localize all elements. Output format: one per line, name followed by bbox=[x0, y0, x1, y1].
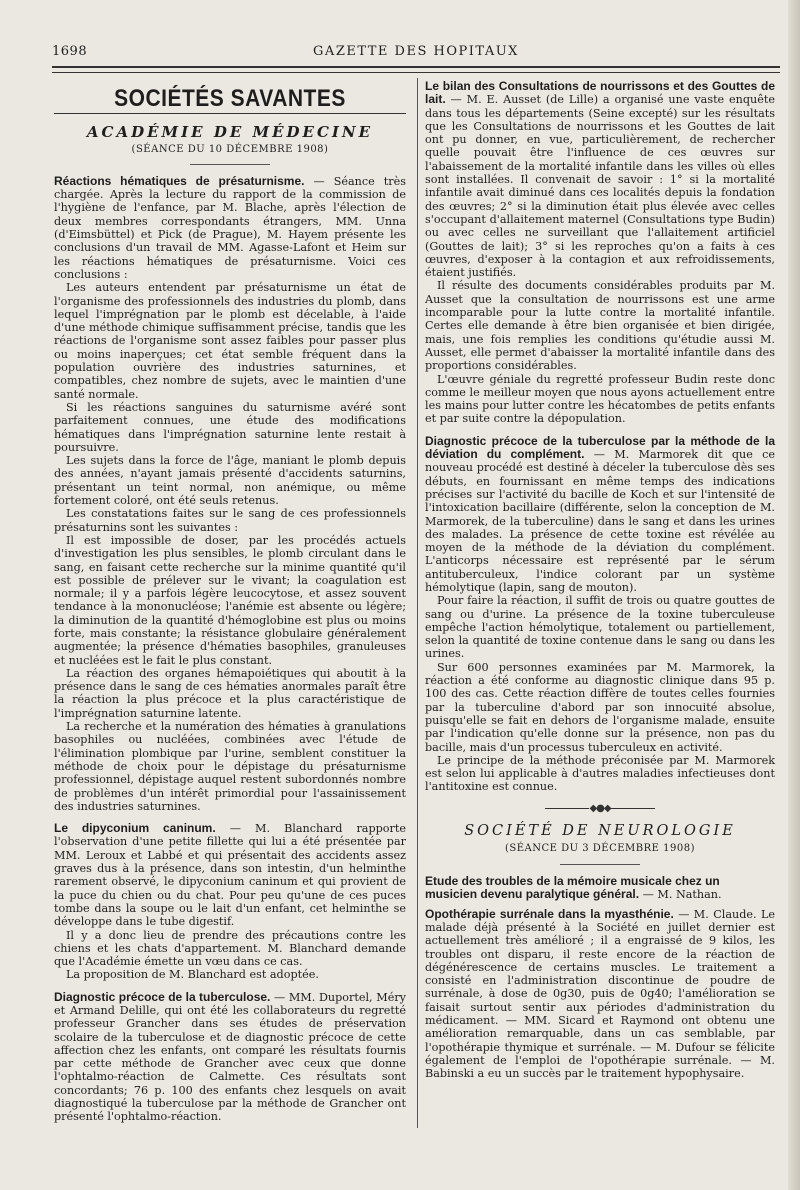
page-header bbox=[52, 44, 780, 64]
left-column bbox=[54, 80, 406, 1124]
article-diagnostic-precoce: Diagnostic précoce de la tuberculose. — MM. Duportel, Méry et Armand Delille, qui ont été les collaborateurs du regretté professeur Grancher dans ses études de préservation scolaire de la tuberculose et de diagnostic précoce de cette affection chez les enfants, ont comparé les résultats fournis par cette méthode de Grancher avec ceux que donne l'ophtalmo-réaction de Calmette. Ces résultats sont concordants; 76 p. 100 des enfants chez lesquels on avait diagnostiqué la tuberculose par la méthode de Grancher ont présenté l'ophtalmo-réaction. bbox=[54, 989, 406, 1124]
paragraph: Il résulte des documents considérables produits par M. Ausset que la consultation de nourrissons est une arme incomparable pour la lutte contre la mortalité infantile. Certes elle demande à être bien organisée et bien dirigée, mais, une fois remplies les conditions qu'étudie aussi M. Ausset, elle permet d'abaisser la mortalité infantile dans des proportions considérables. bbox=[425, 279, 775, 373]
header-rule-thin bbox=[52, 72, 780, 73]
article-opotherapie: Opothérapie surrénale dans la myasthénie. — M. Claude. Le malade déjà présenté à la Société en juillet dernier est actuellement très amélioré ; il a engraissé de 9 kilos, les troubles ont disparu, il reste encore de la réaction de dégénérescence de certains muscles. Le traitement a consisté en l'administration discontinue de poudre de surrénale, à dose de 0g30, puis de 0g40; l'amélioration se faisait surtout sentir aux périodes d'administration du médicament. — MM. Sicard et Raymond ont obtenu une amélioration remarquable, dans un cas semblable, par l'opothérapie thymique et surrénale. — M. Dufour se félicite également de l'emploi de l'opothérapie surrénale. — M. Babinski a eu un succès par le traitement hypophysaire. bbox=[425, 906, 775, 1081]
page-number: 1698 bbox=[52, 44, 88, 59]
article-title: Réactions hématiques de présaturnisme. bbox=[54, 173, 305, 188]
paragraph: Il y a donc lieu de prendre des précautions contre les chiens et les chats d'appartement. M. Blanchard demande que l'Académie émette un vœu dans ce cas. bbox=[54, 928, 406, 969]
academy-heading: ACADÉMIE DE MÉDECINE bbox=[86, 123, 374, 142]
paragraph: Pour faire la réaction, il suffit de trois ou quatre gouttes de sang ou d'urine. La présence de la toxine tuberculeuse empêche l'action hémolytique, totalement ou partiellement, selon la quantité de toxine contenue dans le sang ou dans les urines. bbox=[425, 594, 775, 661]
header-rule bbox=[52, 66, 780, 68]
section-rule bbox=[54, 113, 406, 114]
paragraph: Il est impossible de doser, par les procédés actuels d'investigation les plus sensibles, le plomb circulant dans le sang, en faisant cette recherche sur la minime quantité qu'il est possible de prélever sur le vivant; la coagulation est normale; il y a parfois légère leucocytose, et assez souvent tendance à la mononucléose; l'anémie est absente ou légère; la diminution de la quantité d'hémoglobine est plus ou moins forte, mais constante; la résistance globulaire généralement augmentée; la présence d'hématies basophiles, granuleuses et nucléées est le fait le plus constant. bbox=[54, 533, 406, 667]
seance-date: (SÉANCE DU 10 DÉCEMBRE 1908) bbox=[131, 143, 329, 155]
article-title: Le dipyconium caninum. bbox=[54, 821, 216, 836]
article-title: Diagnostic précoce de la tuberculose. bbox=[54, 989, 271, 1004]
section-title: SOCIÉTÉS SAVANTES bbox=[114, 85, 346, 112]
article-memoire-musicale: Etude des troubles de la mémoire musicale chez un musicien devenu paralytique général. — M. Nathan. bbox=[425, 873, 722, 902]
journal-title: GAZETTE DES HOPITAUX bbox=[313, 44, 519, 59]
article-reactions-hematiques: Réactions hématiques de présaturnisme. — Séance très chargée. Après la lecture du rapport de la commission de l'hygiène de l'enfance, par M. Blache, après l'élection de deux membres correspondants étrangers, MM. Unna (d'Eimsbüttel) et Pick (de Prague), M. Hayem présente les conclusions d'un travail de MM. Agasse-Lafont et Heim sur les réactions hématiques de présaturnisme. Voici ces conclusions : bbox=[54, 173, 406, 281]
article-title: Diagnostic précoce de la tuberculose par la méthode de la déviation du complément. bbox=[425, 433, 775, 462]
seance-date: (SÉANCE DU 3 DÉCEMBRE 1908) bbox=[504, 843, 696, 855]
article-title: Etude des troubles de la mémoire musicale chez un musicien devenu paralytique général. bbox=[425, 873, 720, 902]
paragraph: La recherche et la numération des hématies à granulations basophiles ou nucléées, combinées avec l'étude de l'élimination plombique par l'urine, semblent constituer la méthode de choix pour le dépistage du présaturnisme professionnel, dépistage auquel restent subordonnés nombre de problèmes d'un intérêt primordial pour l'assainissement des industries saturnines. bbox=[54, 720, 406, 813]
ornament-divider: ◆●◆ bbox=[425, 802, 775, 815]
paragraph: La proposition de M. Blanchard est adoptée. bbox=[66, 968, 319, 982]
article-deviation-complement: Diagnostic précoce de la tuberculose par la méthode de la déviation du complément. — M. Marmorek dit que ce nouveau procédé est destiné à déceler la tuberculose dès ses débuts, en fournissant en même temps des indications précises sur l'activité du bacille de Koch et sur l'intensité de l'intoxication bacillaire (différente, selon la conception de M. Marmorek, de la tuberculine) dans le sang et dans les urines des malades. La présence de cette toxine est révélée au moyen de la méthode de la déviation du complément. L'anticorps nécessaire est représenté par le sérum antituberculeux, l'indice colorant par un système hémolytique (lapin, sang de mouton). bbox=[425, 433, 775, 594]
society-heading: SOCIÉTÉ DE NEUROLOGIE bbox=[464, 823, 736, 840]
short-rule bbox=[560, 864, 640, 865]
article-dipyconium: Le dipyconium caninum. — M. Blanchard rapporte l'observation d'une petite fillette qui lui a été présentée par MM. Leroux et Labbé et qui présentait des accidents assez graves dus à la présence, dans son intestin, d'un helminthe rarement observé, le dipyconium caninum et qui provient de la puce du chien ou du chat. Pour peu qu'une de ces puces tombe dans la soupe ou le lait d'un enfant, cet helminthe se développe dans le tube digestif. bbox=[54, 821, 407, 929]
article-title: Le bilan des Consultations de nourrissons et des Gouttes de lait. bbox=[425, 79, 775, 107]
paragraph: Le principe de la méthode préconisée par M. Marmorek est selon lui applicable à d'autres maladies infectieuses dont l'antitoxine est connue. bbox=[425, 753, 775, 794]
paragraph: Les sujets dans la force de l'âge, maniant le plomb depuis des années, n'ayant jamais présenté d'accidents saturnins, présentant un teint normal, non anémique, ou même fortement coloré, ont été seuls retenus. bbox=[54, 454, 406, 508]
paragraph: La réaction des organes hémapoiétiques qui aboutit à la présence dans le sang de ces hématies anormales paraît être la réaction la plus précoce et la plus caractéristique de l'imprégnation saturnine latente. bbox=[54, 666, 406, 720]
right-column bbox=[425, 80, 775, 1080]
page-edge bbox=[788, 0, 800, 1190]
article-title: Opothérapie surrénale dans la myasthénie. bbox=[425, 906, 674, 921]
article-bilan-consultations: Le bilan des Consultations de nourrissons et des Gouttes de lait. — M. E. Ausset (de Lille) a organisé une vaste enquête dans tous les départements (Seine excepté) sur les résultats que les Consultations de nourrissons et les Gouttes de lait ont pu donner, en vue, particulièrement, de rechercher quelle pouvait être l'influence de ces œuvres sur l'abaissement de la mortalité infantile dans les villes où elles sont installées. Il convenait de savoir : 1° si la mortalité infantile avait diminué dans ces localités depuis la fondation des œuvres; 2° si la diminution était plus élevée avec celles s'occupant d'allaitement maternel (Consultations type Budin) ou avec celles ne surveillant que l'allaitement artificiel (Gouttes de lait); 3° si les reproches qu'on a faits à ces œuvres, d'exposer à la contagion et aux refroidissements, étaient justifiés. bbox=[425, 79, 775, 280]
column-divider bbox=[417, 78, 418, 1128]
paragraph: Les constatations faites sur le sang de ces professionnels présaturnins sont les suivantes : bbox=[54, 507, 406, 534]
paragraph: Les auteurs entendent par présaturnisme un état de l'organisme des professionnels des industries du plomb, dans lequel l'imprégnation par le plomb est décelable, à l'aide d'une méthode chimique suffisamment précise, tandis que les réactions de l'organisme sont assez faibles pour passer plus ou moins inaperçues; cet état semble fréquent dans la population ouvrière des industries saturnines, et compatibles, chez nombre de sujets, avec le maintien d'une santé normale. bbox=[54, 281, 406, 401]
paragraph: Sur 600 personnes examinées par M. Marmorek, la réaction a été conforme au diagnostic clinique dans 95 p. 100 des cas. Cette réaction diffère de toutes celles fournies par la tuberculine d'abord par son innocuité absolue, puisqu'elle se fait en dehors de l'organisme malade, ensuite par l'indication qu'elle donne sur la présence, non pas du bacille, mais d'un processus tuberculeux en activité. bbox=[425, 660, 775, 754]
paragraph: L'œuvre géniale du regretté professeur Budin reste donc comme le meilleur moyen que nous ayons actuellement entre les mains pour lutter contre les hécatombes de petits enfants et par suite contre la dépopulation. bbox=[425, 372, 775, 426]
paragraph: Si les réactions sanguines du saturnisme avéré sont parfaitement connues, une étude des modifications hématiques dans l'imprégnation saturnine lente restait à poursuivre. bbox=[54, 400, 406, 454]
short-rule bbox=[190, 164, 270, 165]
